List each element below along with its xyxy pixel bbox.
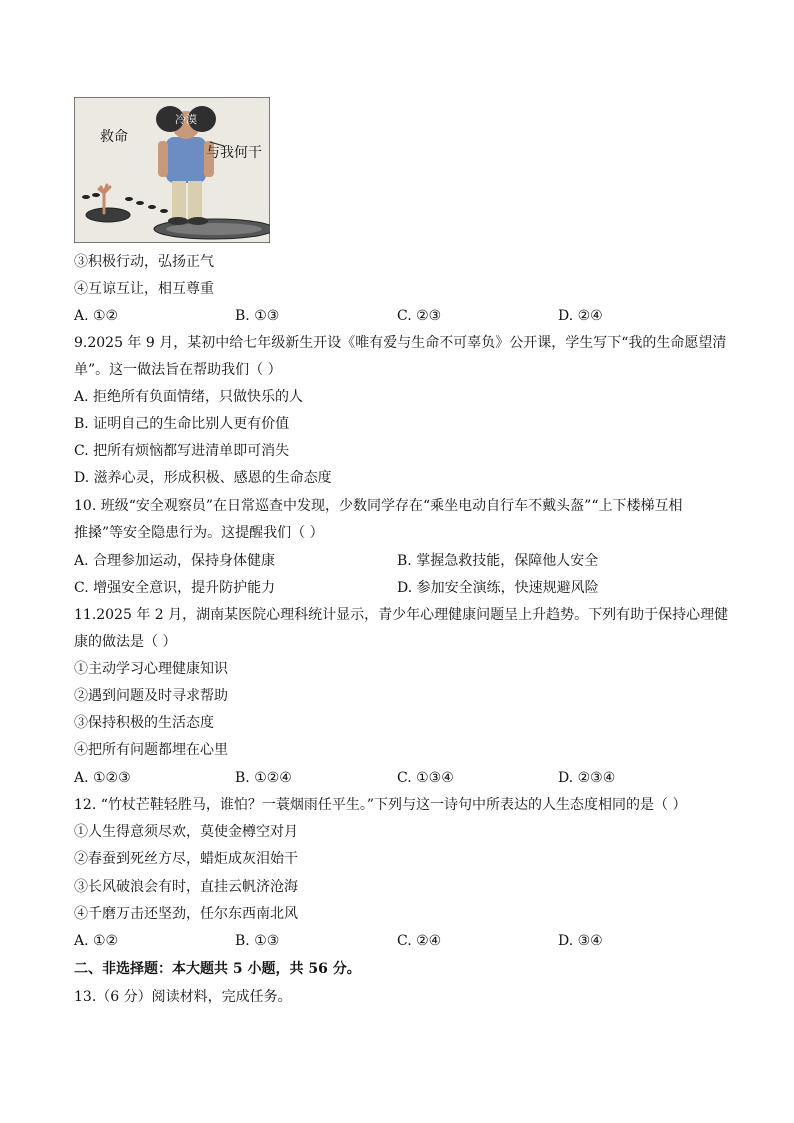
q9-option-a: A. 拒绝所有负面情绪，只做快乐的人 xyxy=(74,389,304,405)
q11-stem-line1: 11.2025 年 2 月，湖南某医院心理科统计显示，青少年心理健康问题呈上升趋势。下列有助于保持心理健 xyxy=(74,607,729,623)
q11-option-d: D. ②③④ xyxy=(558,770,616,786)
section-heading: 二、非选择题：本大题共 5 小题，共 56 分。 xyxy=(74,961,361,977)
q11-item-4: ④把所有问题都埋在心里 xyxy=(74,742,228,758)
q11-option-b: B. ①②④ xyxy=(235,770,292,786)
q9-option-b: B. 证明自己的生命比别人更有价值 xyxy=(74,416,290,432)
q12-stem: 12. “竹杖芒鞋轻胜马，谁怕？一蓑烟雨任平生。”下列与这一诗句中所表达的人生态度相同的是（ ） xyxy=(74,797,687,813)
cartoon-illustration xyxy=(74,97,270,243)
q11-item-1: ①主动学习心理健康知识 xyxy=(74,661,228,677)
q8-item-3: ③积极行动，弘扬正气 xyxy=(74,254,214,270)
q12-option-a: A. ①② xyxy=(74,933,119,949)
q12-item-3: ③长风破浪会有时，直挂云帆济沧海 xyxy=(74,879,298,895)
head-label: 冷漠 xyxy=(175,113,197,126)
q11-item-2: ②遇到问题及时寻求帮助 xyxy=(74,688,228,704)
q12-option-c: C. ②④ xyxy=(397,933,442,949)
q11-option-c: C. ①③④ xyxy=(397,770,454,786)
q13-stem: 13.（6 分）阅读材料，完成任务。 xyxy=(74,989,292,1005)
q12-item-2: ②春蚕到死丝方尽，蜡炬成灰泪始干 xyxy=(74,851,298,867)
q11-stem-line2: 康的做法是（ ） xyxy=(74,634,177,650)
q11-item-3: ③保持积极的生活态度 xyxy=(74,715,214,731)
q9-option-c: C. 把所有烦恼都写进清单即可消失 xyxy=(74,443,290,459)
q10-option-c: C. 增强安全意识，提升防护能力 xyxy=(74,580,276,596)
q10-option-d: D. 参加安全演练，快速规避风险 xyxy=(397,580,599,596)
q12-item-4: ④千磨万击还坚劲，任尔东西南北风 xyxy=(74,906,298,922)
q8-option-c: C. ②③ xyxy=(397,308,442,324)
caption-help: 救命 xyxy=(100,129,128,145)
q10-stem-line1: 10. 班级“安全观察员”在日常巡查中发现，少数同学存在“乘坐电动自行车不戴头盔”“上下楼梯互相 xyxy=(74,498,683,514)
q9-stem-line1: 9.2025 年 9 月，某初中给七年级新生开设《唯有爱与生命不可辜负》公开课，学生写下“我的生命愿望清 xyxy=(74,335,727,351)
q12-option-d: D. ③④ xyxy=(558,933,603,949)
caption-none-of-my-business: 与我何干 xyxy=(206,145,262,161)
q12-option-b: B. ①③ xyxy=(235,933,280,949)
q8-option-a: A. ①② xyxy=(74,308,119,324)
q8-item-4: ④互谅互让，相互尊重 xyxy=(74,281,214,297)
q10-option-a: A. 合理参加运动，保持身体健康 xyxy=(74,553,276,569)
q8-option-d: D. ②④ xyxy=(558,308,603,324)
q11-option-a: A. ①②③ xyxy=(74,770,131,786)
q8-option-b: B. ①③ xyxy=(235,308,280,324)
q10-stem-line2: 推搡”等安全隐患行为。这提醒我们（ ） xyxy=(74,525,324,541)
q9-option-d: D. 滋养心灵，形成积极、感恩的生命态度 xyxy=(74,470,332,486)
q10-option-b: B. 掌握急救技能，保障他人安全 xyxy=(397,553,599,569)
q9-stem-line2: 单”。这一做法旨在帮助我们（ ） xyxy=(74,362,282,378)
q12-item-1: ①人生得意须尽欢，莫使金樽空对月 xyxy=(74,824,298,840)
